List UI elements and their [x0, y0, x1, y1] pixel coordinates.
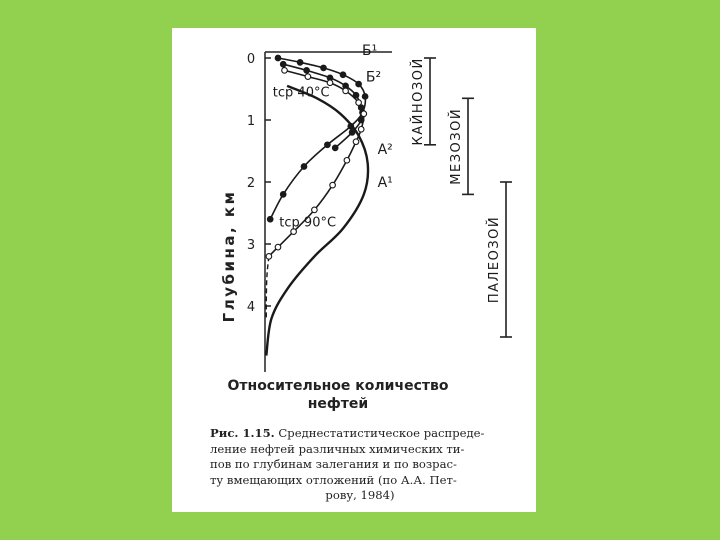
series-label: Б¹: [362, 42, 378, 59]
y-axis-label: Глубина, км: [220, 189, 238, 323]
data-point: [280, 61, 286, 67]
data-point: [325, 142, 331, 148]
y-tick-label: 2: [246, 176, 256, 191]
data-point: [358, 127, 364, 133]
caption-line-4: ту вмещающих отложений (по А.А. Пет-: [210, 472, 457, 487]
data-point: [349, 130, 355, 136]
data-point: [275, 55, 281, 61]
figure-card: [172, 28, 536, 512]
data-point: [348, 123, 354, 129]
data-point: [344, 158, 350, 164]
data-point: [361, 111, 367, 117]
data-point: [266, 254, 272, 260]
caption-label: Рис. 1.15.: [210, 426, 275, 440]
data-point: [358, 117, 364, 123]
data-point: [332, 145, 338, 151]
data-point: [340, 72, 346, 78]
dashed-tail-line: [266, 256, 269, 318]
series-label: А²: [377, 142, 393, 159]
data-point: [356, 100, 362, 106]
caption-line-3: пов по глубинам залегания и по возрас-: [210, 457, 457, 471]
data-point: [280, 192, 286, 198]
data-point: [343, 88, 349, 94]
data-point: [362, 94, 368, 100]
data-point: [353, 139, 359, 145]
data-point: [356, 81, 362, 87]
series-line-2: [283, 64, 362, 148]
age-interval-label: КАЙНОЗОЙ: [411, 57, 426, 146]
y-tick-label: 0: [246, 52, 256, 67]
data-point: [301, 164, 307, 170]
data-point: [305, 74, 311, 80]
data-point: [282, 68, 288, 74]
data-point: [321, 65, 327, 71]
y-tick-label: 4: [246, 300, 256, 315]
x-axis-label-line2: нефтей: [307, 396, 369, 412]
series-label: Б²: [365, 69, 382, 86]
age-interval-label: ПАЛЕОЗОЙ: [487, 215, 502, 304]
depth-distribution-chart: [172, 28, 536, 428]
data-point: [304, 68, 310, 74]
age-interval-label: МЕЗОЗОЙ: [449, 107, 464, 185]
data-point: [330, 182, 336, 188]
temperature-annotation: tср 90°C: [279, 215, 337, 231]
y-tick-label: 1: [246, 114, 256, 129]
caption-line-2: ление нефтей различных химических ти-: [210, 441, 465, 456]
temperature-annotation: tср 40°C: [272, 85, 330, 101]
data-point: [353, 92, 359, 98]
caption-line-5: рову, 1984): [325, 488, 395, 502]
data-point: [267, 216, 273, 222]
y-tick-label: 3: [246, 238, 256, 253]
x-axis-label: Относительное количество: [227, 378, 449, 394]
data-point: [297, 60, 303, 66]
series-label: А¹: [377, 174, 393, 191]
data-point: [275, 244, 281, 250]
caption-line-1: Рис. 1.15. Среднестатистическое распреде-: [210, 426, 485, 440]
figure-caption: [210, 426, 510, 504]
data-point: [312, 207, 318, 213]
